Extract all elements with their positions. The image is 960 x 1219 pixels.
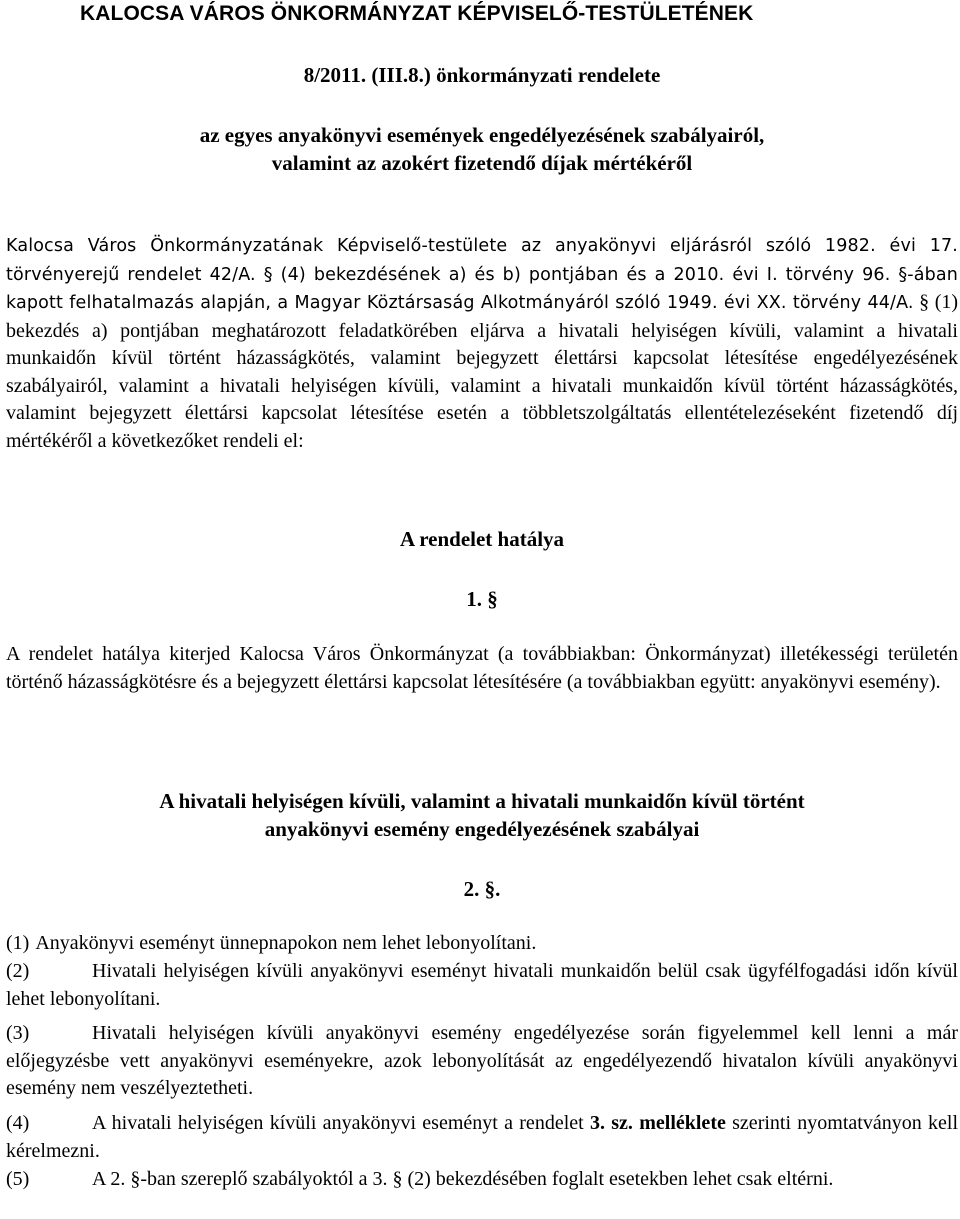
item-text: Hivatali helyiségen kívüli anyakönyvi eseményt hivatali munkaidőn belül csak ügyfélfogadási időn kívül lehet lebonyolítani. [6,960,958,1010]
item-number: (5) [6,1168,30,1190]
section-2-item-5 [6,1166,958,1194]
regulation-number: 8/2011. (III.8.) önkormányzati rendelete [303,63,661,87]
section-2-item-4 [6,1110,958,1165]
section-2-item-3 [6,1020,958,1103]
regulation-subject-line-1: az egyes anyakönyvi események engedélyezésének szabályairól, [199,123,765,147]
section-2-number: 2. §. [463,877,501,901]
item-text: A 2. §-ban szereplő szabályoktól a 3. § (2) bekezdésében foglalt esetekben lehet csak eltérni. [92,1168,834,1190]
section-1-number: 1. § [466,587,498,611]
section-1-heading: A rendelet hatálya [399,527,565,551]
section-2-item-1 [6,930,958,958]
section-2-item-2 [6,958,958,1013]
item-text: Hivatali helyiségen kívüli anyakönyvi esemény engedélyezése során figyelemmel kell lenni a már előjegyzésbe vett anyakönyvi eseményekre, azok lebonyolítását az engedélyezendő hivatalon kívüli anyakönyvi esemény nem veszélyeztetheti. [6,1022,958,1099]
item-number: (3) [6,1022,30,1044]
item-number: (1) [6,932,30,954]
council-title: KALOCSA VÁROS ÖNKORMÁNYZAT KÉPVISELŐ-TESTÜLETÉNEK [80,2,754,25]
section-2-heading-line-1: A hivatali helyiségen kívüli, valamint a hivatali munkaidőn kívül történt [159,789,805,813]
section-2-heading-line-2: anyakönyvi esemény engedélyezésének szabályai [264,817,700,841]
regulation-subject-line-2: valamint az azokért fizetendő díjak mértékéről [271,151,693,175]
section-1-text: A rendelet hatálya kiterjed Kalocsa Város Önkormányzat (a továbbiakban: Önkormányzat) illetékességi területén történő házasságkötésre és a bejegyzett élettársi kapcsolat létesítésére (a továbbiakban együtt: anyakönyvi esemény). [6,643,958,693]
item-text-b: szerinti nyomtatványon kell kérelmezni. [6,1112,959,1162]
preamble-part-1: Kalocsa Város Önkormányzatának Képviselő-testülete az anyakönyvi eljárásról szóló 1982. évi 17. törvényerejű rendelet 42/A. § (4) bekezdésének a) és b) pontjában és a 2010. évi I. törvény 96. §-ában kapott felhatalmazás alapján, a Magyar Köztársaság Alkotmányáról szóló 1949. évi XX. törvény 44/A. [6,236,958,313]
item-text: Anyakönyvi eseményt ünnepnapokon nem lehet lebonyolítani. [35,932,537,954]
preamble-part-2: § (1) bekezdés a) pontjában meghatározott feladatkörében eljárva a hivatali helyiségen kívüli, valamint a hivatali munkaidőn kívül történt házasságkötés, valamint bejegyzett élettársi kapcsolat létesítése engedélyezésének szabályairól, valamint a hivatali helyiségen kívüli, valamint a hivatali munkaidőn kívül történt házasságkötés, valamint bejegyzett élettársi kapcsolat létesítése esetén a többletszolgáltatás ellentételezéseként fizetendő díj mértékéről a következőket rendeli el: [6,291,959,452]
item-number: (2) [6,960,30,982]
item-number: (4) [6,1112,30,1134]
preamble [6,232,958,455]
item-text-a: A hivatali helyiségen kívüli anyakönyvi eseményt a rendelet [92,1112,590,1134]
item-text-bold: 3. sz. melléklete [589,1112,726,1134]
